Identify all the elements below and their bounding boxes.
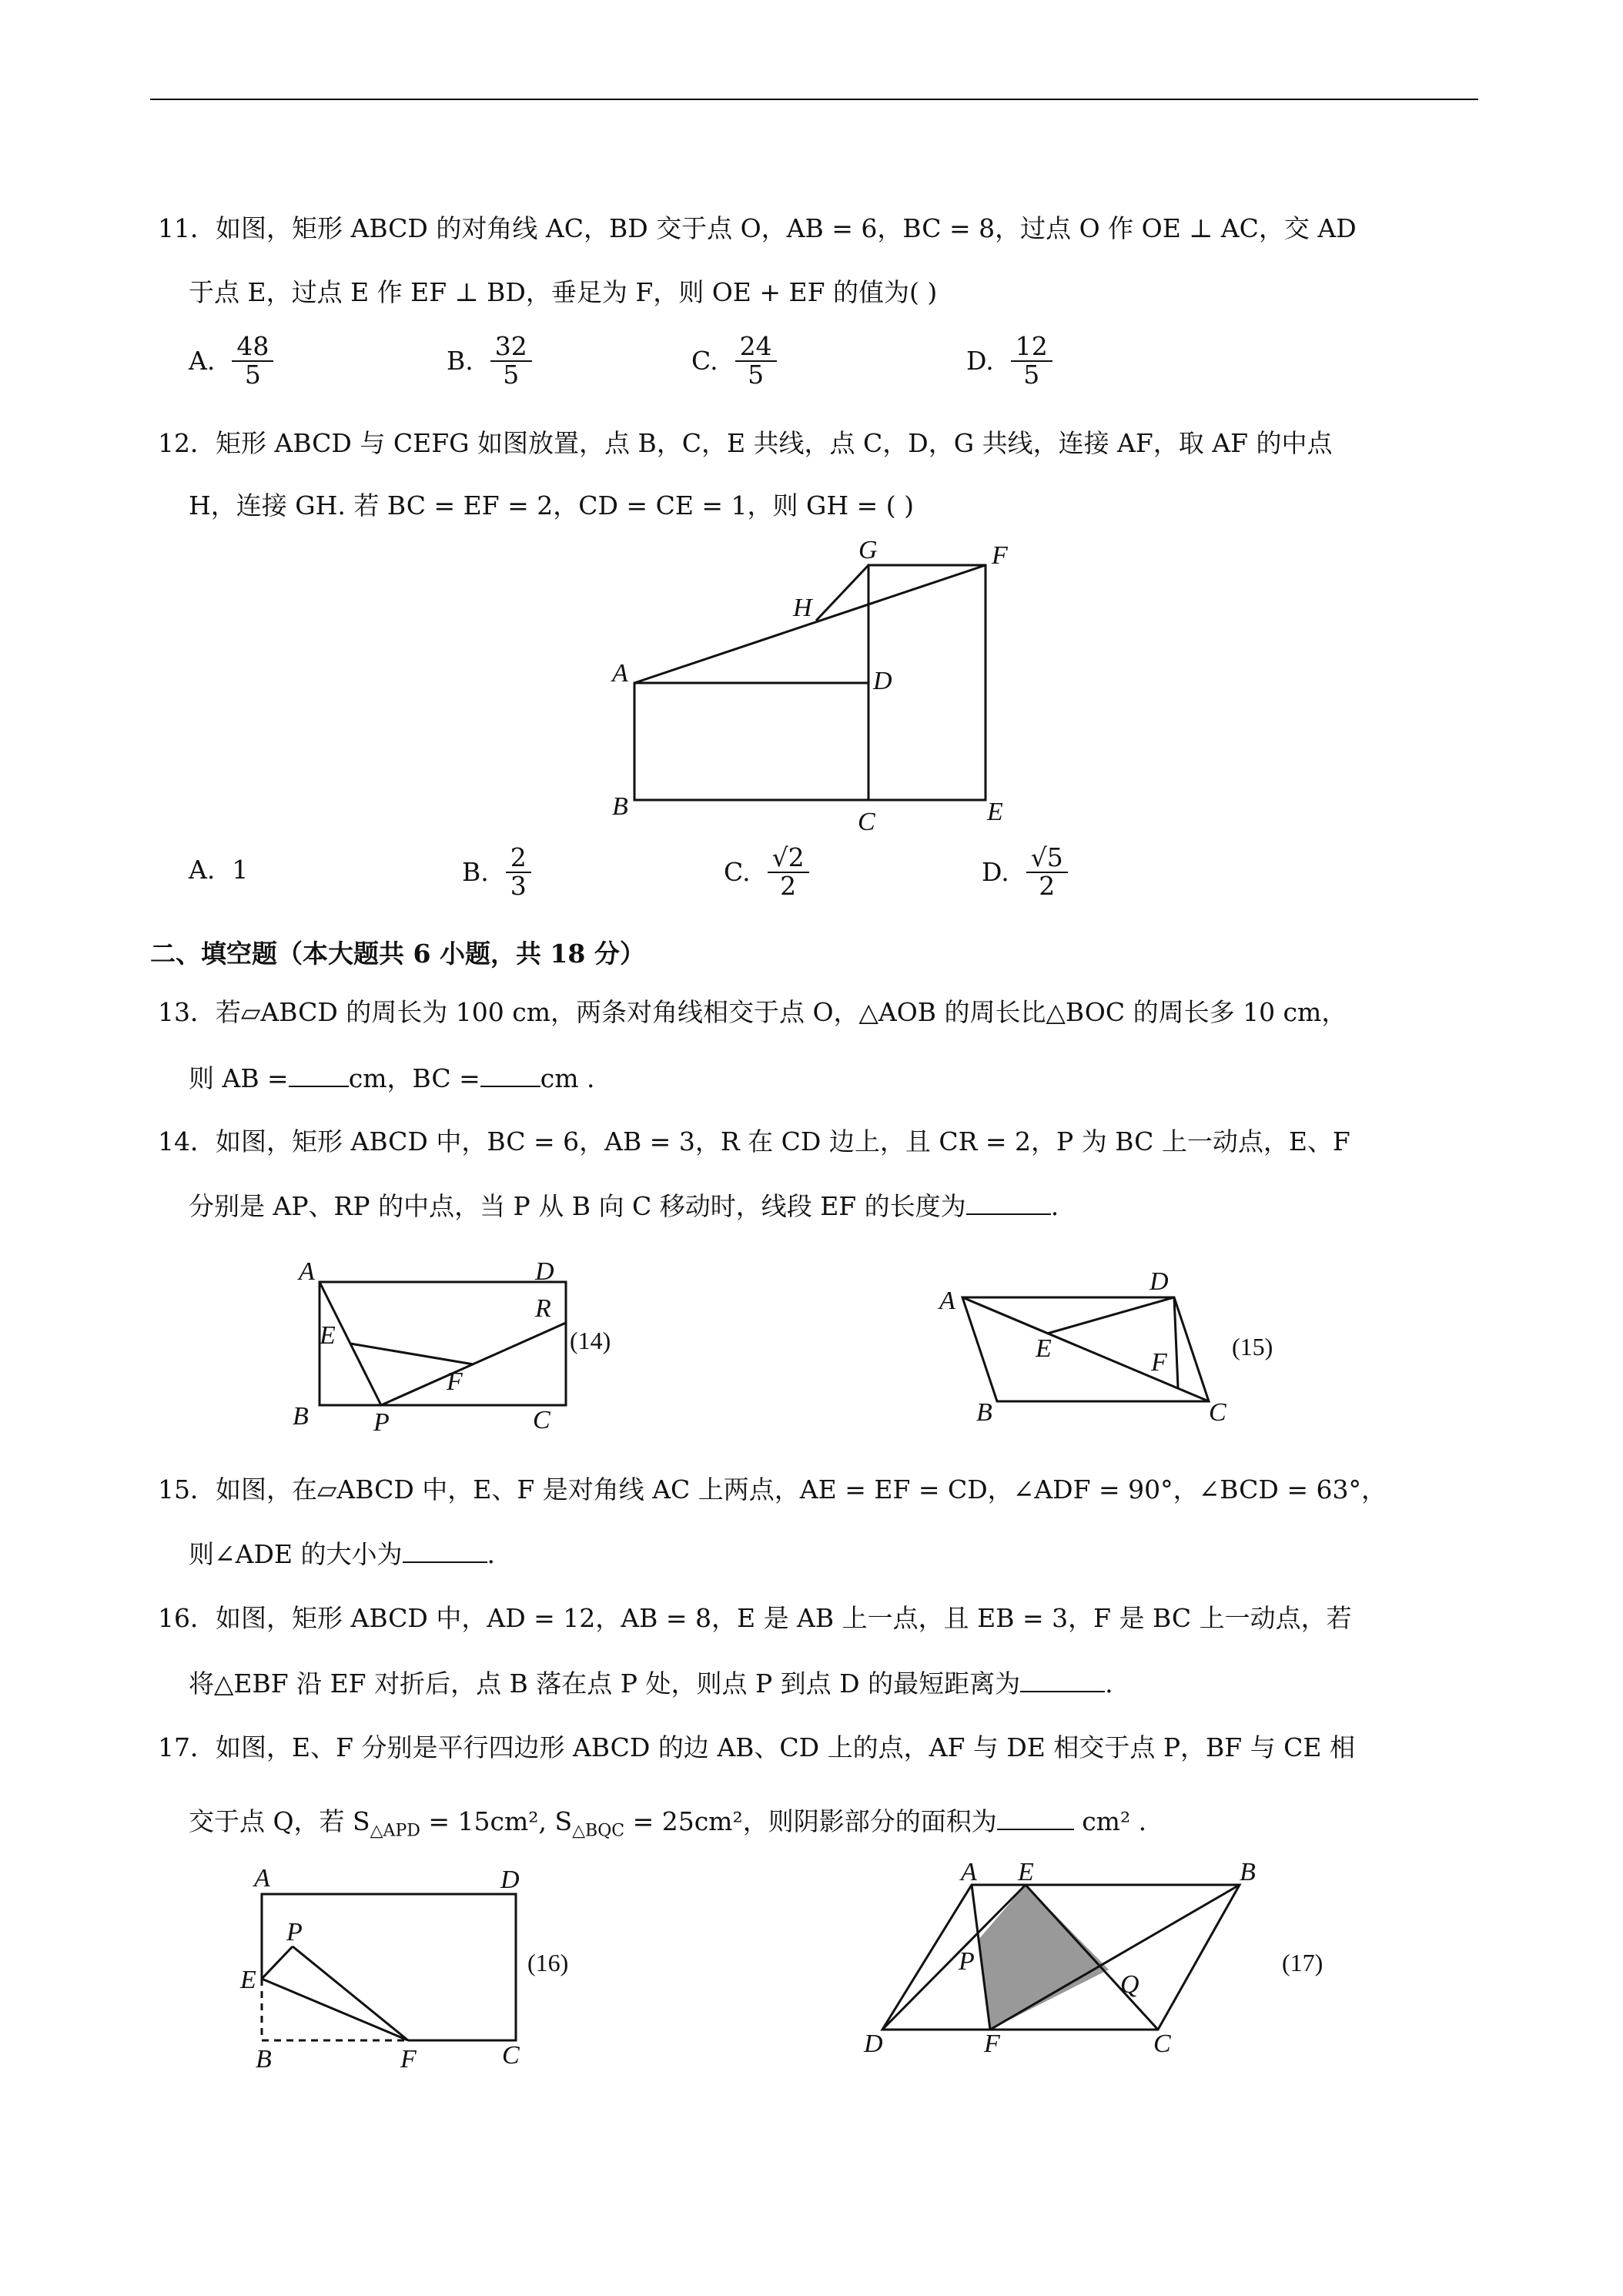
label-e: E	[1036, 1334, 1052, 1363]
label-d: D	[1149, 1267, 1169, 1296]
label-b: B	[1240, 1858, 1256, 1886]
q12-line2: H，连接 GH. 若 BC = EF = 2，CD = CE = 1，则 GH = ( )	[189, 490, 915, 520]
label-c: C	[502, 2041, 520, 2070]
q11-line2: 于点 E，过点 E 作 EF ⊥ BD，垂足为 F，则 OE + EF 的值为( )	[189, 277, 938, 307]
label-b: B	[293, 1402, 309, 1431]
segment-ep	[262, 1946, 293, 1979]
label-c: C	[533, 1406, 550, 1434]
header-rule	[150, 99, 1478, 100]
label-c: C	[1209, 1398, 1226, 1427]
label-c: C	[858, 808, 875, 836]
label-f: F	[400, 2045, 417, 2073]
label-c: C	[1153, 2030, 1171, 2058]
q12-option-b[interactable]: B. $\frac{2}{3}$	[462, 845, 531, 899]
answer-blank[interactable]	[966, 1190, 1051, 1215]
diagonal-ac	[962, 1297, 1209, 1401]
q11-option-d[interactable]: D. $\frac{12}{5}$	[966, 333, 1052, 388]
rect-abcd	[634, 683, 868, 800]
segment-ef	[262, 1979, 408, 2040]
q11-option-a[interactable]: A. $\frac{48}{5}$	[189, 333, 273, 388]
fraction: $\frac{24}{5}$	[735, 333, 777, 388]
label-f: F	[447, 1367, 463, 1396]
q14-figure	[285, 1240, 647, 1437]
segment-ed	[1047, 1297, 1174, 1334]
figure-tag: (17)	[1282, 1949, 1323, 1976]
label-d: D	[873, 667, 892, 695]
q16-figure	[231, 1856, 601, 2079]
figure-tag: (16)	[527, 1949, 569, 1976]
q12-line1: 12．矩形 ABCD 与 CEFG 如图放置，点 B，C，E 共线，点 C，D，G 共线，连接 AF，取 AF 的中点	[158, 428, 1333, 458]
segment-df	[1174, 1297, 1178, 1387]
label-a: A	[254, 1864, 270, 1893]
label-e: E	[320, 1321, 336, 1350]
label-f: F	[992, 541, 1008, 570]
segment-af	[634, 565, 986, 683]
shaded-region	[978, 1885, 1109, 2030]
answer-blank[interactable]	[403, 1538, 487, 1563]
q17-figure	[847, 1856, 1355, 2071]
q17-line2: 交于点 Q，若 $S_{\triangle APD} = 15cm^2$, $S_{\triangle BQC} = 25cm^2$，则阴影部分的面积为 cm² .	[189, 1806, 1147, 1841]
fraction: $\frac{√2}{2}$	[768, 845, 809, 899]
label-q: Q	[1120, 1970, 1139, 1999]
q15-line1: 15．如图，在▱ABCD 中，E、F 是对角线 AC 上两点，AE = EF = CD，∠ADF = 90°，∠BCD = 63°，	[158, 1474, 1387, 1504]
label-f: F	[1151, 1348, 1167, 1377]
label-p: P	[286, 1918, 303, 1946]
q16-line2: 将△EBF 沿 EF 对折后，点 B 落在点 P 处，则点 P 到点 D 的最短距离为 .	[189, 1668, 1113, 1699]
segment-ef	[350, 1344, 474, 1364]
figure-tag: (15)	[1232, 1333, 1273, 1361]
q11-option-b[interactable]: B. $\frac{32}{5}$	[447, 333, 532, 388]
label-b: B	[612, 792, 628, 821]
label-b: B	[976, 1398, 992, 1427]
label-d: D	[864, 2030, 883, 2058]
label-e: E	[240, 1966, 256, 1994]
figure-tag: (14)	[570, 1327, 611, 1354]
q14-line1: 14．如图，矩形 ABCD 中，BC = 6，AB = 3，R 在 CD 边上，且 CR = 2，P 为 BC 上一动点，E、F	[158, 1126, 1350, 1156]
label-a: A	[612, 659, 628, 688]
label-e: E	[1018, 1858, 1034, 1886]
q12-option-a[interactable]: A. 1	[189, 855, 249, 885]
answer-blank[interactable]	[997, 1806, 1074, 1830]
q11-line1: 11．如图，矩形 ABCD 的对角线 AC，BD 交于点 O，AB = 6，BC = 8，过点 O 作 OE ⊥ AC，交 AD	[158, 213, 1357, 243]
label-r: R	[535, 1294, 551, 1323]
section2-title: 二、填空题（本大题共 6 小题，共 18 分）	[150, 939, 645, 969]
label-d: D	[535, 1257, 554, 1286]
fraction: $\frac{48}{5}$	[232, 333, 273, 388]
rect-abcd	[262, 1894, 516, 2040]
label-g: G	[858, 536, 878, 564]
label-b: B	[256, 2045, 272, 2073]
fraction: $\frac{32}{5}$	[490, 333, 532, 388]
q11-option-c[interactable]: C. $\frac{24}{5}$	[691, 333, 777, 388]
label-f: F	[984, 2030, 1000, 2058]
answer-blank[interactable]	[289, 1063, 349, 1087]
answer-blank[interactable]	[480, 1063, 540, 1087]
q13-line1: 13．若▱ABCD 的周长为 100 cm，两条对角线相交于点 O，△AOB 的周长比△BOC 的周长多 10 cm，	[158, 997, 1347, 1027]
fraction: $\frac{12}{5}$	[1011, 333, 1052, 388]
answer-blank[interactable]	[1020, 1668, 1105, 1692]
label-h: H	[793, 594, 812, 622]
q15-figure	[924, 1247, 1293, 1427]
label-p: P	[373, 1408, 390, 1437]
label-a: A	[939, 1287, 955, 1315]
label-d: D	[500, 1866, 520, 1894]
label-a: A	[299, 1257, 315, 1286]
q16-line1: 16．如图，矩形 ABCD 中，AD = 12，AB = 8，E 是 AB 上一点，且 EB = 3，F 是 BC 上一动点，若	[158, 1603, 1352, 1633]
q17-line1: 17．如图，E、F 分别是平行四边形 ABCD 的边 AB、CD 上的点，AF 与 DE 相交于点 P，BF 与 CE 相	[158, 1732, 1356, 1762]
q14-line2: 分别是 AP、RP 的中点，当 P 从 B 向 C 移动时，线段 EF 的长度为 .	[189, 1191, 1059, 1221]
fraction: $\frac{2}{3}$	[506, 845, 531, 899]
label-p: P	[959, 1947, 975, 1976]
q15-line2: 则∠ADE 的大小为 .	[189, 1539, 496, 1569]
label-e: E	[987, 798, 1003, 826]
q12-figure	[593, 524, 1039, 847]
q13-line2: 则 AB = cm，BC = cm .	[189, 1063, 595, 1093]
q12-option-d[interactable]: D. $\frac{√5}{2}$	[982, 845, 1068, 899]
segment-pf	[293, 1946, 408, 2040]
q12-option-c[interactable]: C. $\frac{√2}{2}$	[724, 845, 809, 899]
label-a: A	[961, 1858, 977, 1886]
fraction: $\frac{√5}{2}$	[1026, 845, 1068, 899]
